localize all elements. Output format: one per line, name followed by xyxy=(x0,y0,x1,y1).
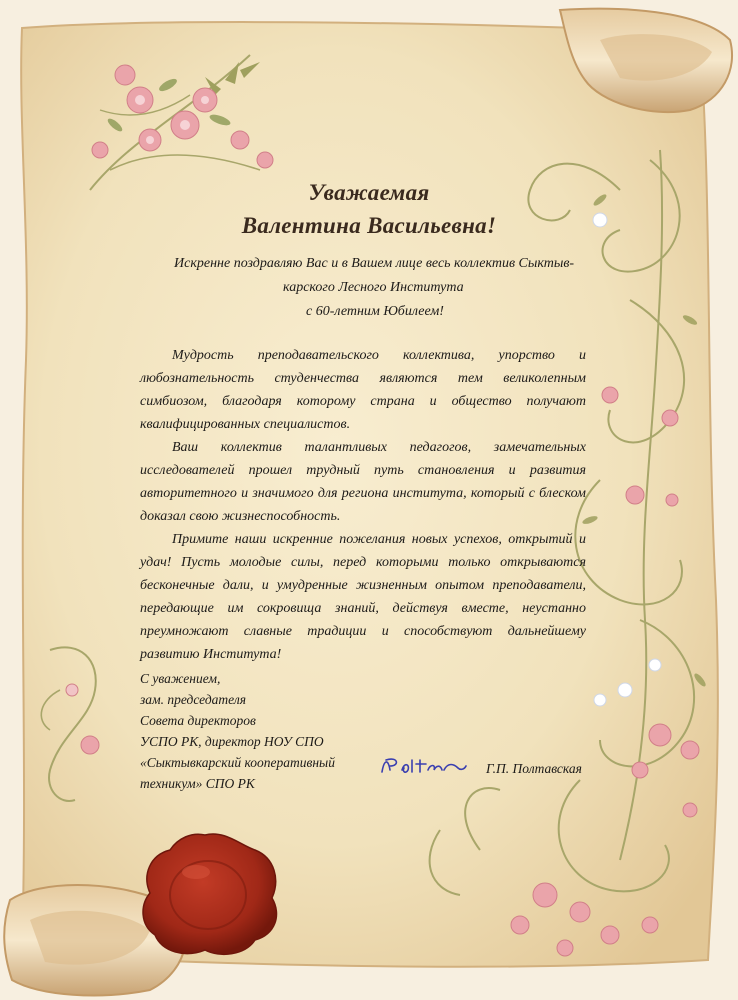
wax-seal xyxy=(143,834,276,954)
signature-line-5: «Сыктывкарский кооперативный xyxy=(140,755,335,770)
letter-body xyxy=(140,344,586,666)
salutation-line-2: Валентина Васильевна! xyxy=(241,213,497,238)
intro-line-1: Искренне поздравляю Вас и в Вашем лице весь коллектив Сыктыв- xyxy=(174,256,575,271)
intro-line-3: с 60-летним Юбилеем! xyxy=(306,304,444,319)
salutation-line-1: Уважаемая xyxy=(308,180,430,205)
signature-line-6: техникум» СПО РК xyxy=(140,776,255,791)
signature-line-1: С уважением, xyxy=(140,671,221,686)
signature-line-3: Совета директоров xyxy=(140,713,256,728)
paragraph-3: Примите наши искренние пожелания новых успехов, открытий и удач! Пусть молодые силы, перед которыми только открываются бесконечные дали, и умудренные жизненным опытом преподаватели, передающие им сокровища знаний, действуя вместе, неустанно преумножают славные традиции и способствуют дальнейшему развитию Института! xyxy=(140,532,586,662)
signature-line-2: зам. председателя xyxy=(140,692,246,707)
paragraph-1: Мудрость преподавательского коллектива, упорство и любознательность студенчества являются тем великолепным симбиозом, благодаря которому страна и общество получают квалифицированных специалистов. xyxy=(140,348,586,432)
paragraph-2: Ваш коллектив талантливых педагогов, замечательных исследователей прошел трудный путь становления и развития авторитетного и значимого для региона института, который с блеском доказал свою жизнеспособность. xyxy=(140,440,586,524)
intro-line-2: карского Лесного Института xyxy=(283,280,464,295)
handwritten-signature xyxy=(378,752,468,782)
signer-name: Г.П. Полтавская xyxy=(486,761,582,776)
signature-block xyxy=(140,668,335,794)
signature-line-4: УСПО РК, директор НОУ СПО xyxy=(140,734,324,749)
